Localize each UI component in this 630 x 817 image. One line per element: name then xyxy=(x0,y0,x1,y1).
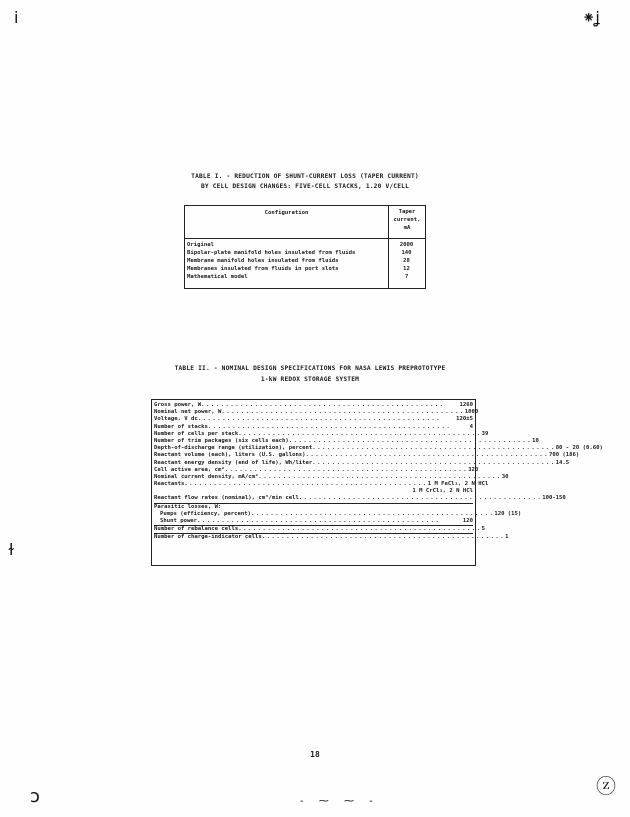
table2-caption-line1: TABLE II. - NOMINAL DESIGN SPECIFICATIONS FOR NASA LEWIS PREPROTOTYPE xyxy=(174,365,446,372)
table1-config: Membrane manifold holes insulated from fluids xyxy=(187,258,339,264)
dot-leader: .................................................. xyxy=(312,445,556,452)
table2-value: 1260 xyxy=(459,402,473,408)
table2-label: Reactants xyxy=(154,481,185,488)
dot-leader: .................................................. xyxy=(197,518,441,524)
table1-col-configuration: Configuration xyxy=(264,210,309,216)
table-row xyxy=(154,518,473,525)
dot-leader: .................................................. xyxy=(238,526,482,533)
table-row xyxy=(154,481,489,488)
scan-mark-left-edge: ɫ xyxy=(8,540,15,559)
table-row xyxy=(187,265,425,273)
table-row xyxy=(154,416,473,423)
dot-leader: .................................................. xyxy=(261,534,506,541)
scan-mark-top-right: ⁕ʝ xyxy=(582,8,601,27)
table2-label: Nominal net power, W xyxy=(154,409,222,416)
table1-config: Membranes insulated from fluids in port slots xyxy=(187,266,339,272)
table2-value: 39 xyxy=(481,430,489,437)
table2-label: Number of rebalance cells xyxy=(154,526,239,533)
table2-label: Pumps (efficiency, percent) xyxy=(160,510,251,517)
dot-leader: .................................................. xyxy=(305,452,549,459)
table2-value: 1 xyxy=(505,534,509,541)
table2-value: 120 (15) xyxy=(494,510,522,517)
table-row xyxy=(187,257,425,265)
table1-value: 7 xyxy=(404,274,409,280)
table-row xyxy=(154,424,473,431)
table-row xyxy=(187,273,425,281)
table-row xyxy=(154,466,479,474)
table2-value: 120±5 xyxy=(456,416,473,423)
table1-value: 12 xyxy=(403,266,410,272)
table1-value: 2000 xyxy=(399,242,414,248)
table2-value: 1000 xyxy=(464,409,479,416)
table-row xyxy=(154,533,509,541)
table2-label: Shunt power xyxy=(160,518,198,524)
table2-label: Gross power, W xyxy=(154,402,202,408)
table2-value: 1 M CrCl₃, 2 N HCl xyxy=(412,488,473,495)
table1-caption-line1: TABLE I. - REDUCTION OF SHUNT-CURRENT LOSS (TAPER CURRENT) xyxy=(191,173,419,180)
table2-label: Depth-of-discharge range (utilization), percent xyxy=(154,445,313,452)
table2-value: 1 M FeCl₃, 2 N HCl xyxy=(427,481,489,488)
table2 xyxy=(151,399,603,566)
table2-value: 700 (186) xyxy=(548,452,580,459)
dot-leader: .................................................. xyxy=(201,402,445,408)
table-row xyxy=(187,241,425,249)
table1-value: 28 xyxy=(403,258,410,264)
dot-leader: .................................................. xyxy=(197,416,442,423)
dot-leader: .................................................. xyxy=(298,495,543,502)
table1-caption-line2: BY CELL DESIGN CHANGES: FIVE-CELL STACKS, 1.20 V/CELL xyxy=(200,183,410,190)
table2-label: Parasitic losses, W: xyxy=(154,503,222,510)
table2-value: 120 xyxy=(462,518,473,524)
table2-label: Reactant energy density (end of life), Wh/liter xyxy=(154,459,313,466)
table-row xyxy=(154,459,570,467)
scan-mark-bottom-left: ↄ xyxy=(30,786,40,807)
table-row xyxy=(154,510,522,518)
table2-label: Reactant flow rates (nominal), cm³/min cell xyxy=(154,495,299,502)
table-row xyxy=(154,495,566,502)
table-row xyxy=(154,452,580,459)
table2-value: 10 xyxy=(532,437,539,444)
table-row xyxy=(154,503,473,511)
dot-leader: .................................................. xyxy=(224,466,469,473)
table-row xyxy=(154,445,603,452)
table-row xyxy=(154,525,485,533)
table-row xyxy=(154,402,473,409)
dot-leader: .................................................. xyxy=(288,437,533,444)
table-row xyxy=(154,430,489,438)
table1-body xyxy=(187,241,425,281)
table1-config: Original xyxy=(187,242,214,248)
table2-value: 80 - 20 (0.60) xyxy=(555,445,603,452)
dot-leader: .................................................. xyxy=(238,430,482,437)
table2-value: 320 xyxy=(468,466,479,473)
scan-mark-bottom: - ⁓ ⁓ - xyxy=(300,796,379,807)
table2-label: Number of trim packages (six cells each) xyxy=(154,437,289,444)
table1-config: Bipolar-plate manifold holes insulated from fluids xyxy=(187,250,356,256)
table-row xyxy=(154,473,509,481)
table2-label: Reactant volume (each), liters (U.S. gallons) xyxy=(154,452,306,459)
dot-leader: .................................................. xyxy=(207,423,452,430)
table2-label: Number of charge-indicator cells xyxy=(154,534,262,541)
table1 xyxy=(184,205,426,289)
table-row xyxy=(154,409,479,416)
table1-col-taper-current: Taper current, mA xyxy=(393,209,421,231)
table2-value: 100-150 xyxy=(542,495,566,502)
spacer xyxy=(221,504,473,511)
table2-value: 30 xyxy=(501,473,509,480)
table-row xyxy=(187,249,425,257)
scan-mark-top-left: ⅰ xyxy=(14,8,19,27)
table2-label: Cell active area, cm² xyxy=(154,466,225,473)
table2-value: 4 xyxy=(469,423,473,430)
dot-leader: .................................................. xyxy=(312,459,556,466)
table2-body xyxy=(154,402,603,542)
scan-mark-bottom-right: ⓩ xyxy=(596,774,616,798)
dot-leader: .................................................. xyxy=(258,473,502,480)
table2-label: Number of stacks xyxy=(154,423,208,430)
table-row xyxy=(154,437,539,445)
table1-value: 140 xyxy=(401,250,412,256)
table2-label: Voltage, V dc xyxy=(154,416,198,423)
table2-label: Nominal current density, mA/cm² xyxy=(154,473,259,480)
table2-caption-line2: 1-kW REDOX STORAGE SYSTEM xyxy=(260,376,360,383)
table1-config: Mathematical model xyxy=(187,274,248,280)
dot-leader: .................................................. xyxy=(184,481,428,488)
table2-label: Number of cells per stack xyxy=(154,430,239,437)
page-number: 18 xyxy=(310,750,320,759)
dot-leader: .................................................. xyxy=(221,409,465,416)
dot-leader: .................................................. xyxy=(250,510,495,517)
table2-value: 14.5 xyxy=(555,459,570,466)
table2-value: 5 xyxy=(481,526,485,533)
